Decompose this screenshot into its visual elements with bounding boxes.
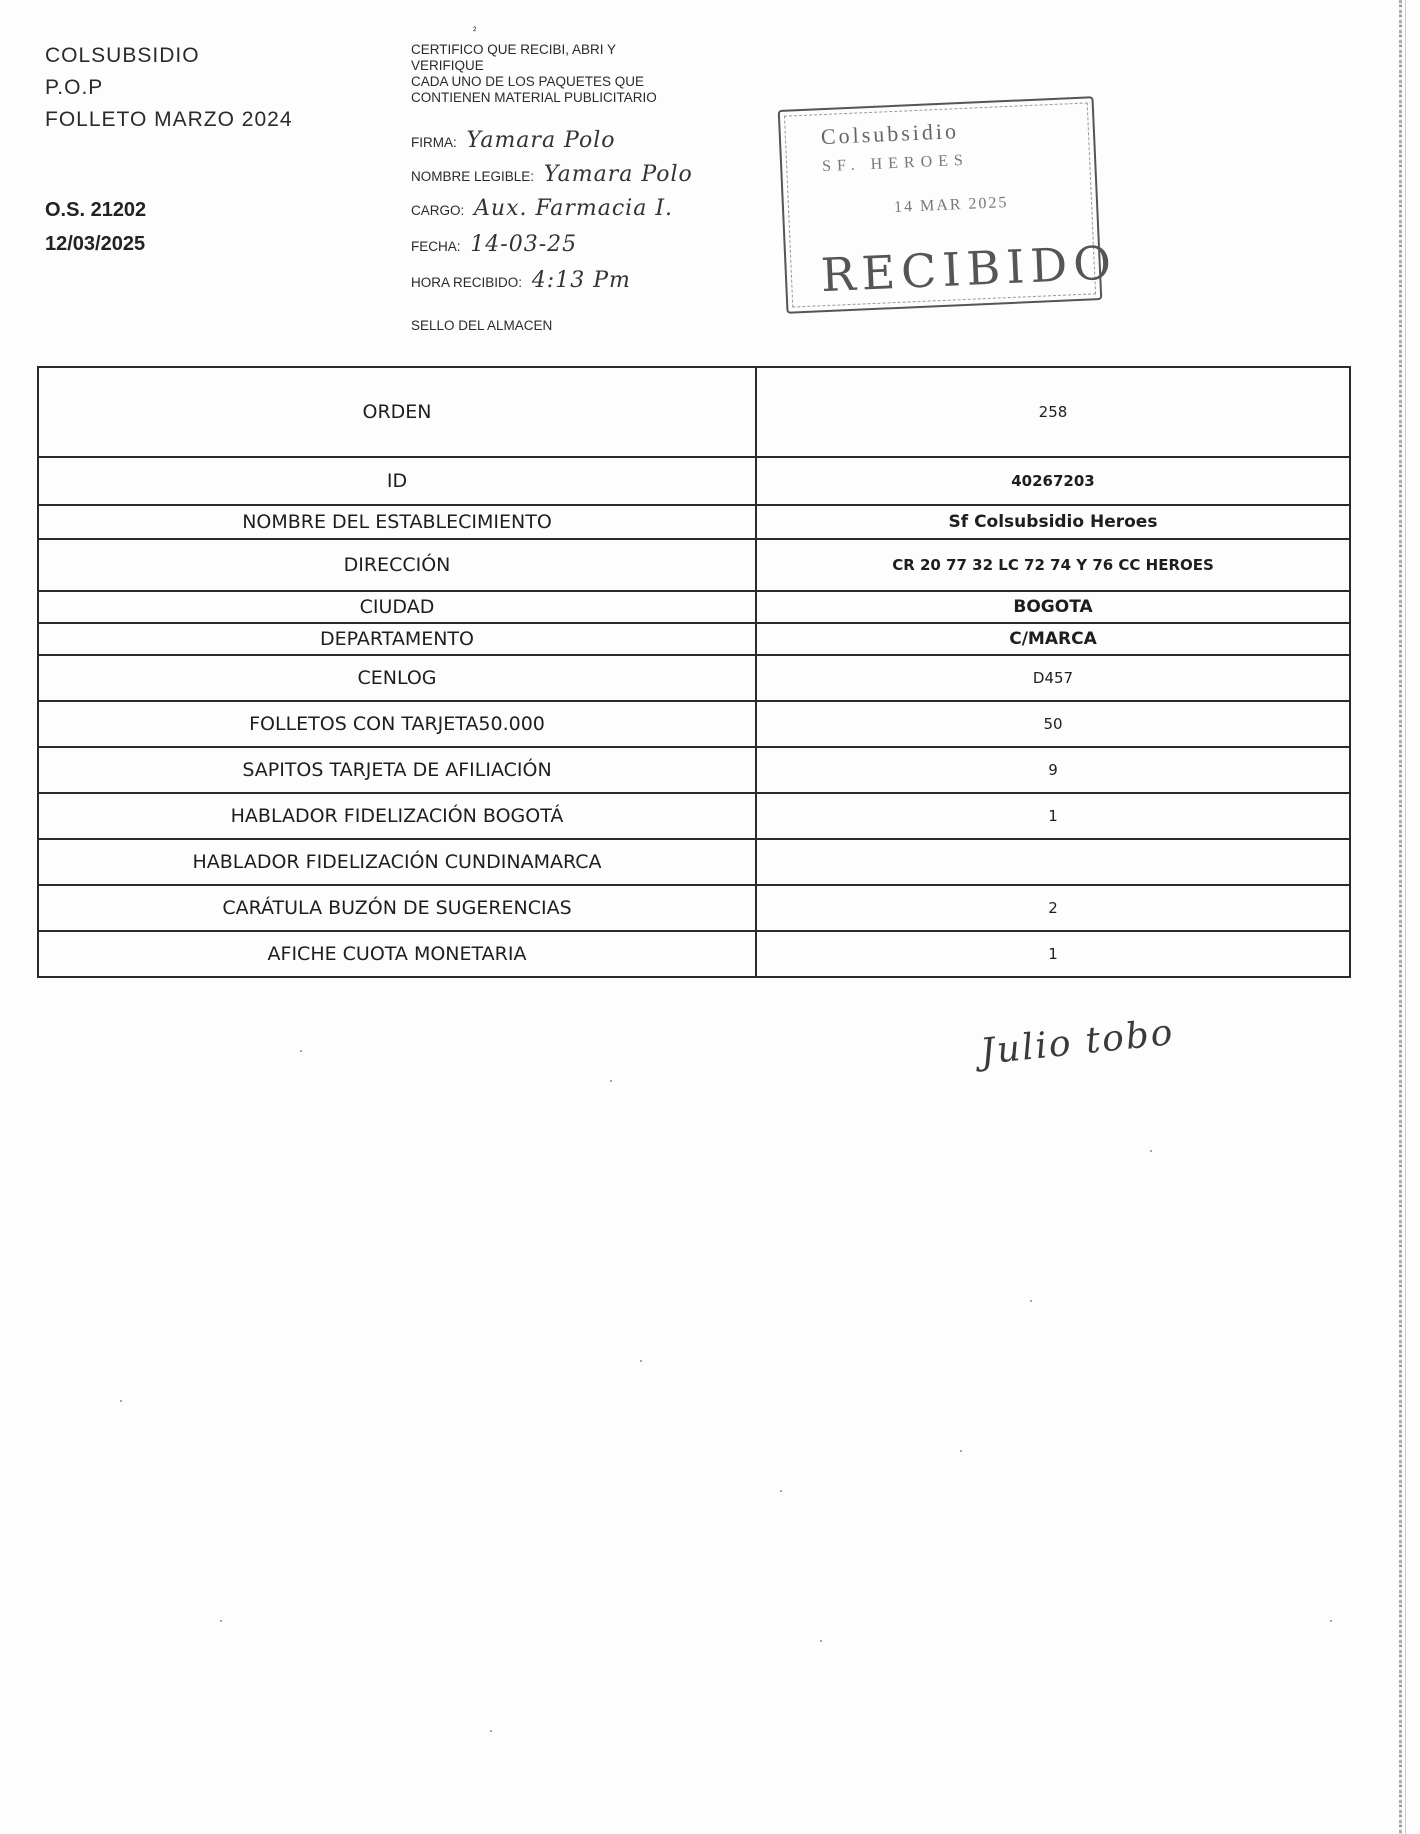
row-label: FOLLETOS CON TARJETA50.000 (38, 701, 756, 747)
stamp-logo-text: Colsubsidio (820, 118, 960, 150)
order-date: 12/03/2025 (45, 233, 146, 255)
cargo-handwritten: Aux. Farmacia I. (474, 196, 674, 221)
received-stamp (778, 96, 1119, 314)
fecha-handwritten: 14-03-25 (470, 232, 578, 257)
scan-speck (960, 1450, 962, 1452)
row-label: ORDEN (38, 367, 756, 457)
order-service-number: O.S. 21202 (45, 199, 147, 221)
scan-speck (220, 1620, 222, 1622)
scan-speck (780, 1490, 782, 1492)
table-row (38, 457, 1350, 505)
delivery-table (37, 366, 1351, 978)
table-row (38, 539, 1350, 591)
row-value: 50 (756, 701, 1350, 747)
cert-line: VERIFIQUE (411, 58, 484, 73)
row-value: 1 (756, 931, 1350, 977)
certification-text (411, 42, 741, 106)
table-row (38, 623, 1350, 655)
header-block (45, 40, 293, 136)
hora-handwritten: 4:13 Pm (531, 268, 631, 293)
table-row (38, 591, 1350, 623)
cert-line: CERTIFICO QUE RECIBI, ABRI Y (411, 42, 617, 57)
table-row (38, 367, 1350, 457)
scan-speck (490, 1730, 492, 1732)
mark: ² (473, 26, 477, 37)
scan-speck (610, 1080, 612, 1082)
handwritten-signature: Julio tobo (978, 1011, 1177, 1074)
table-row (38, 793, 1350, 839)
stamp-store: SF. HEROES (821, 151, 970, 176)
row-label: ID (38, 457, 756, 505)
order-block (45, 193, 146, 261)
scan-speck (820, 1640, 822, 1642)
row-value: 9 (756, 747, 1350, 793)
firma-label: FIRMA: (411, 135, 457, 150)
row-label: AFICHE CUOTA MONETARIA (38, 931, 756, 977)
cert-line: CONTIENEN MATERIAL PUBLICITARIO (411, 90, 657, 105)
nombre-label: NOMBRE LEGIBLE: (411, 169, 535, 184)
cargo-label: CARGO: (411, 203, 465, 218)
row-label: CENLOG (38, 655, 756, 701)
material-type: P.O.P (45, 76, 104, 99)
row-label: CIUDAD (38, 591, 756, 623)
row-value: 258 (756, 367, 1350, 457)
nombre-field (411, 162, 693, 187)
campaign-name: FOLLETO MARZO 2024 (45, 108, 293, 131)
row-label: DEPARTAMENTO (38, 623, 756, 655)
fecha-field (411, 232, 577, 257)
nombre-handwritten: Yamara Polo (543, 162, 693, 187)
row-value: 2 (756, 885, 1350, 931)
row-label: DIRECCIÓN (38, 539, 756, 591)
scan-speck (300, 1050, 302, 1052)
row-value: Sf Colsubsidio Heroes (756, 505, 1350, 539)
row-value (756, 839, 1350, 885)
row-value: BOGOTA (756, 591, 1350, 623)
row-value: C/MARCA (756, 623, 1350, 655)
hora-field (411, 268, 631, 293)
stamp-date: 14 MAR 2025 (893, 194, 1009, 216)
row-label: CARÁTULA BUZÓN DE SUGERENCIAS (38, 885, 756, 931)
row-value: D457 (756, 655, 1350, 701)
table-row (38, 839, 1350, 885)
row-label: NOMBRE DEL ESTABLECIMIENTO (38, 505, 756, 539)
scan-speck (640, 1360, 642, 1362)
table-row (38, 655, 1350, 701)
scan-speck (1150, 1150, 1152, 1152)
row-value: 1 (756, 793, 1350, 839)
firma-field (411, 128, 616, 153)
table-row (38, 701, 1350, 747)
row-label: HABLADOR FIDELIZACIÓN CUNDINAMARCA (38, 839, 756, 885)
scan-speck (1030, 1300, 1032, 1302)
table-row (38, 885, 1350, 931)
sello-label (411, 318, 552, 333)
row-value: CR 20 77 32 LC 72 74 Y 76 CC HEROES (756, 539, 1350, 591)
cert-line: CADA UNO DE LOS PAQUETES QUE (411, 74, 645, 89)
firma-handwritten: Yamara Polo (466, 128, 616, 153)
hora-label: HORA RECIBIDO: (411, 275, 523, 290)
table-row (38, 505, 1350, 539)
stamp-received: RECIBIDO (819, 235, 1119, 303)
scan-speck (120, 1400, 122, 1402)
row-value: 40267203 (756, 457, 1350, 505)
sello-text: SELLO DEL ALMACEN (411, 318, 553, 333)
scan-edge (1399, 0, 1402, 1834)
org-name: COLSUBSIDIO (45, 44, 200, 67)
cargo-field (411, 196, 673, 221)
fecha-label: FECHA: (411, 239, 461, 254)
row-label: HABLADOR FIDELIZACIÓN BOGOTÁ (38, 793, 756, 839)
table-row (38, 931, 1350, 977)
scan-edge-line (1405, 0, 1406, 1834)
scan-speck (1330, 1620, 1332, 1622)
row-label: SAPITOS TARJETA DE AFILIACIÓN (38, 747, 756, 793)
table-row (38, 747, 1350, 793)
